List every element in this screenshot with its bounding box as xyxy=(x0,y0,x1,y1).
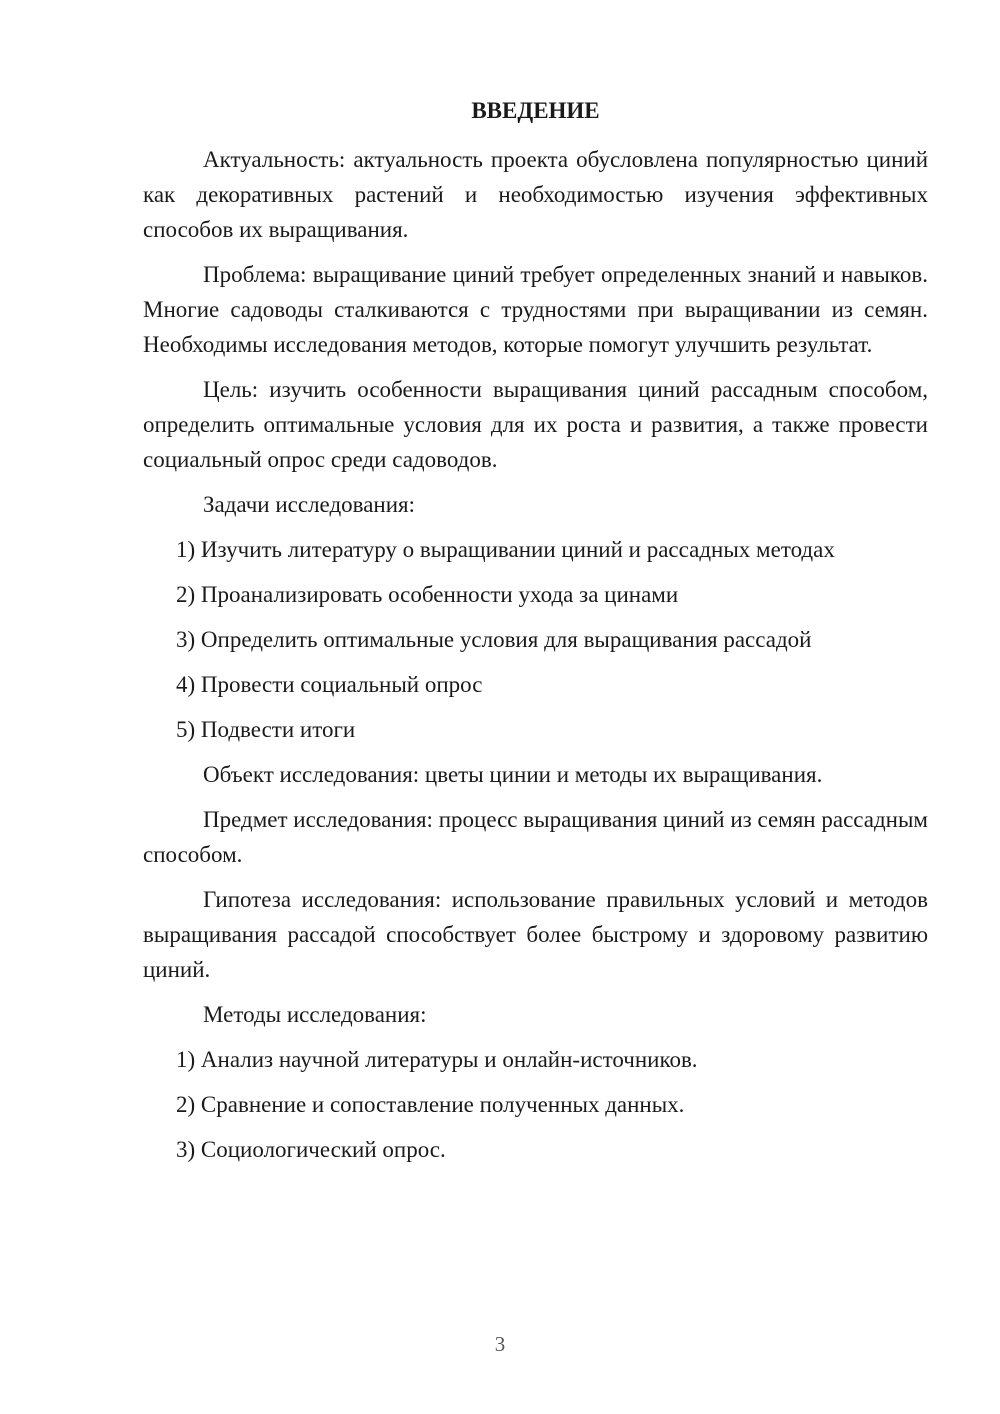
task-item: 5) Подвести итоги xyxy=(176,717,356,742)
relevance-paragraph: Актуальность: актуальность проекта обусловлена популярностью циний как декоративных растений и необходимостью изучения эффективных способов их выращивания. xyxy=(143,147,928,242)
method-item: 1) Анализ научной литературы и онлайн-источников. xyxy=(176,1047,698,1072)
task-item: 2) Проанализировать особенности ухода за цинами xyxy=(176,582,679,607)
subject-paragraph: Предмет исследования: процесс выращивания циний из семян рассадным способом. xyxy=(143,807,928,867)
page-content xyxy=(143,96,928,1177)
hypothesis-paragraph: Гипотеза исследования: использование правильных условий и методов выращивания рассадой способствует более быстрому и здоровому развитию циний. xyxy=(143,887,928,982)
tasks-list xyxy=(143,532,928,747)
method-item: 3) Социологический опрос. xyxy=(176,1137,446,1162)
object-paragraph: Объект исследования: цветы цинии и методы их выращивания. xyxy=(203,762,823,787)
tasks-heading: Задачи исследования: xyxy=(203,492,416,517)
goal-paragraph: Цель: изучить особенности выращивания циний рассадным способом, определить оптимальные условия для их роста и развития, а также провести социальный опрос среди садоводов. xyxy=(143,377,928,472)
problem-paragraph: Проблема: выращивание циний требует определенных знаний и навыков. Многие садоводы сталкиваются с трудностями при выращивании из семян. Необходимы исследования методов, которые помогут улучшить результат. xyxy=(143,262,928,357)
task-item: 3) Определить оптимальные условия для выращивания рассадой xyxy=(176,627,812,652)
task-item: 1) Изучить литературу о выращивании циний и рассадных методах xyxy=(176,537,835,562)
page-number: 3 xyxy=(494,1332,506,1356)
section-title: ВВЕДЕНИЕ xyxy=(471,98,600,123)
methods-list xyxy=(143,1042,928,1167)
task-item: 4) Провести социальный опрос xyxy=(176,672,483,697)
methods-heading: Методы исследования: xyxy=(203,1002,427,1027)
method-item: 2) Сравнение и сопоставление полученных данных. xyxy=(176,1092,685,1117)
